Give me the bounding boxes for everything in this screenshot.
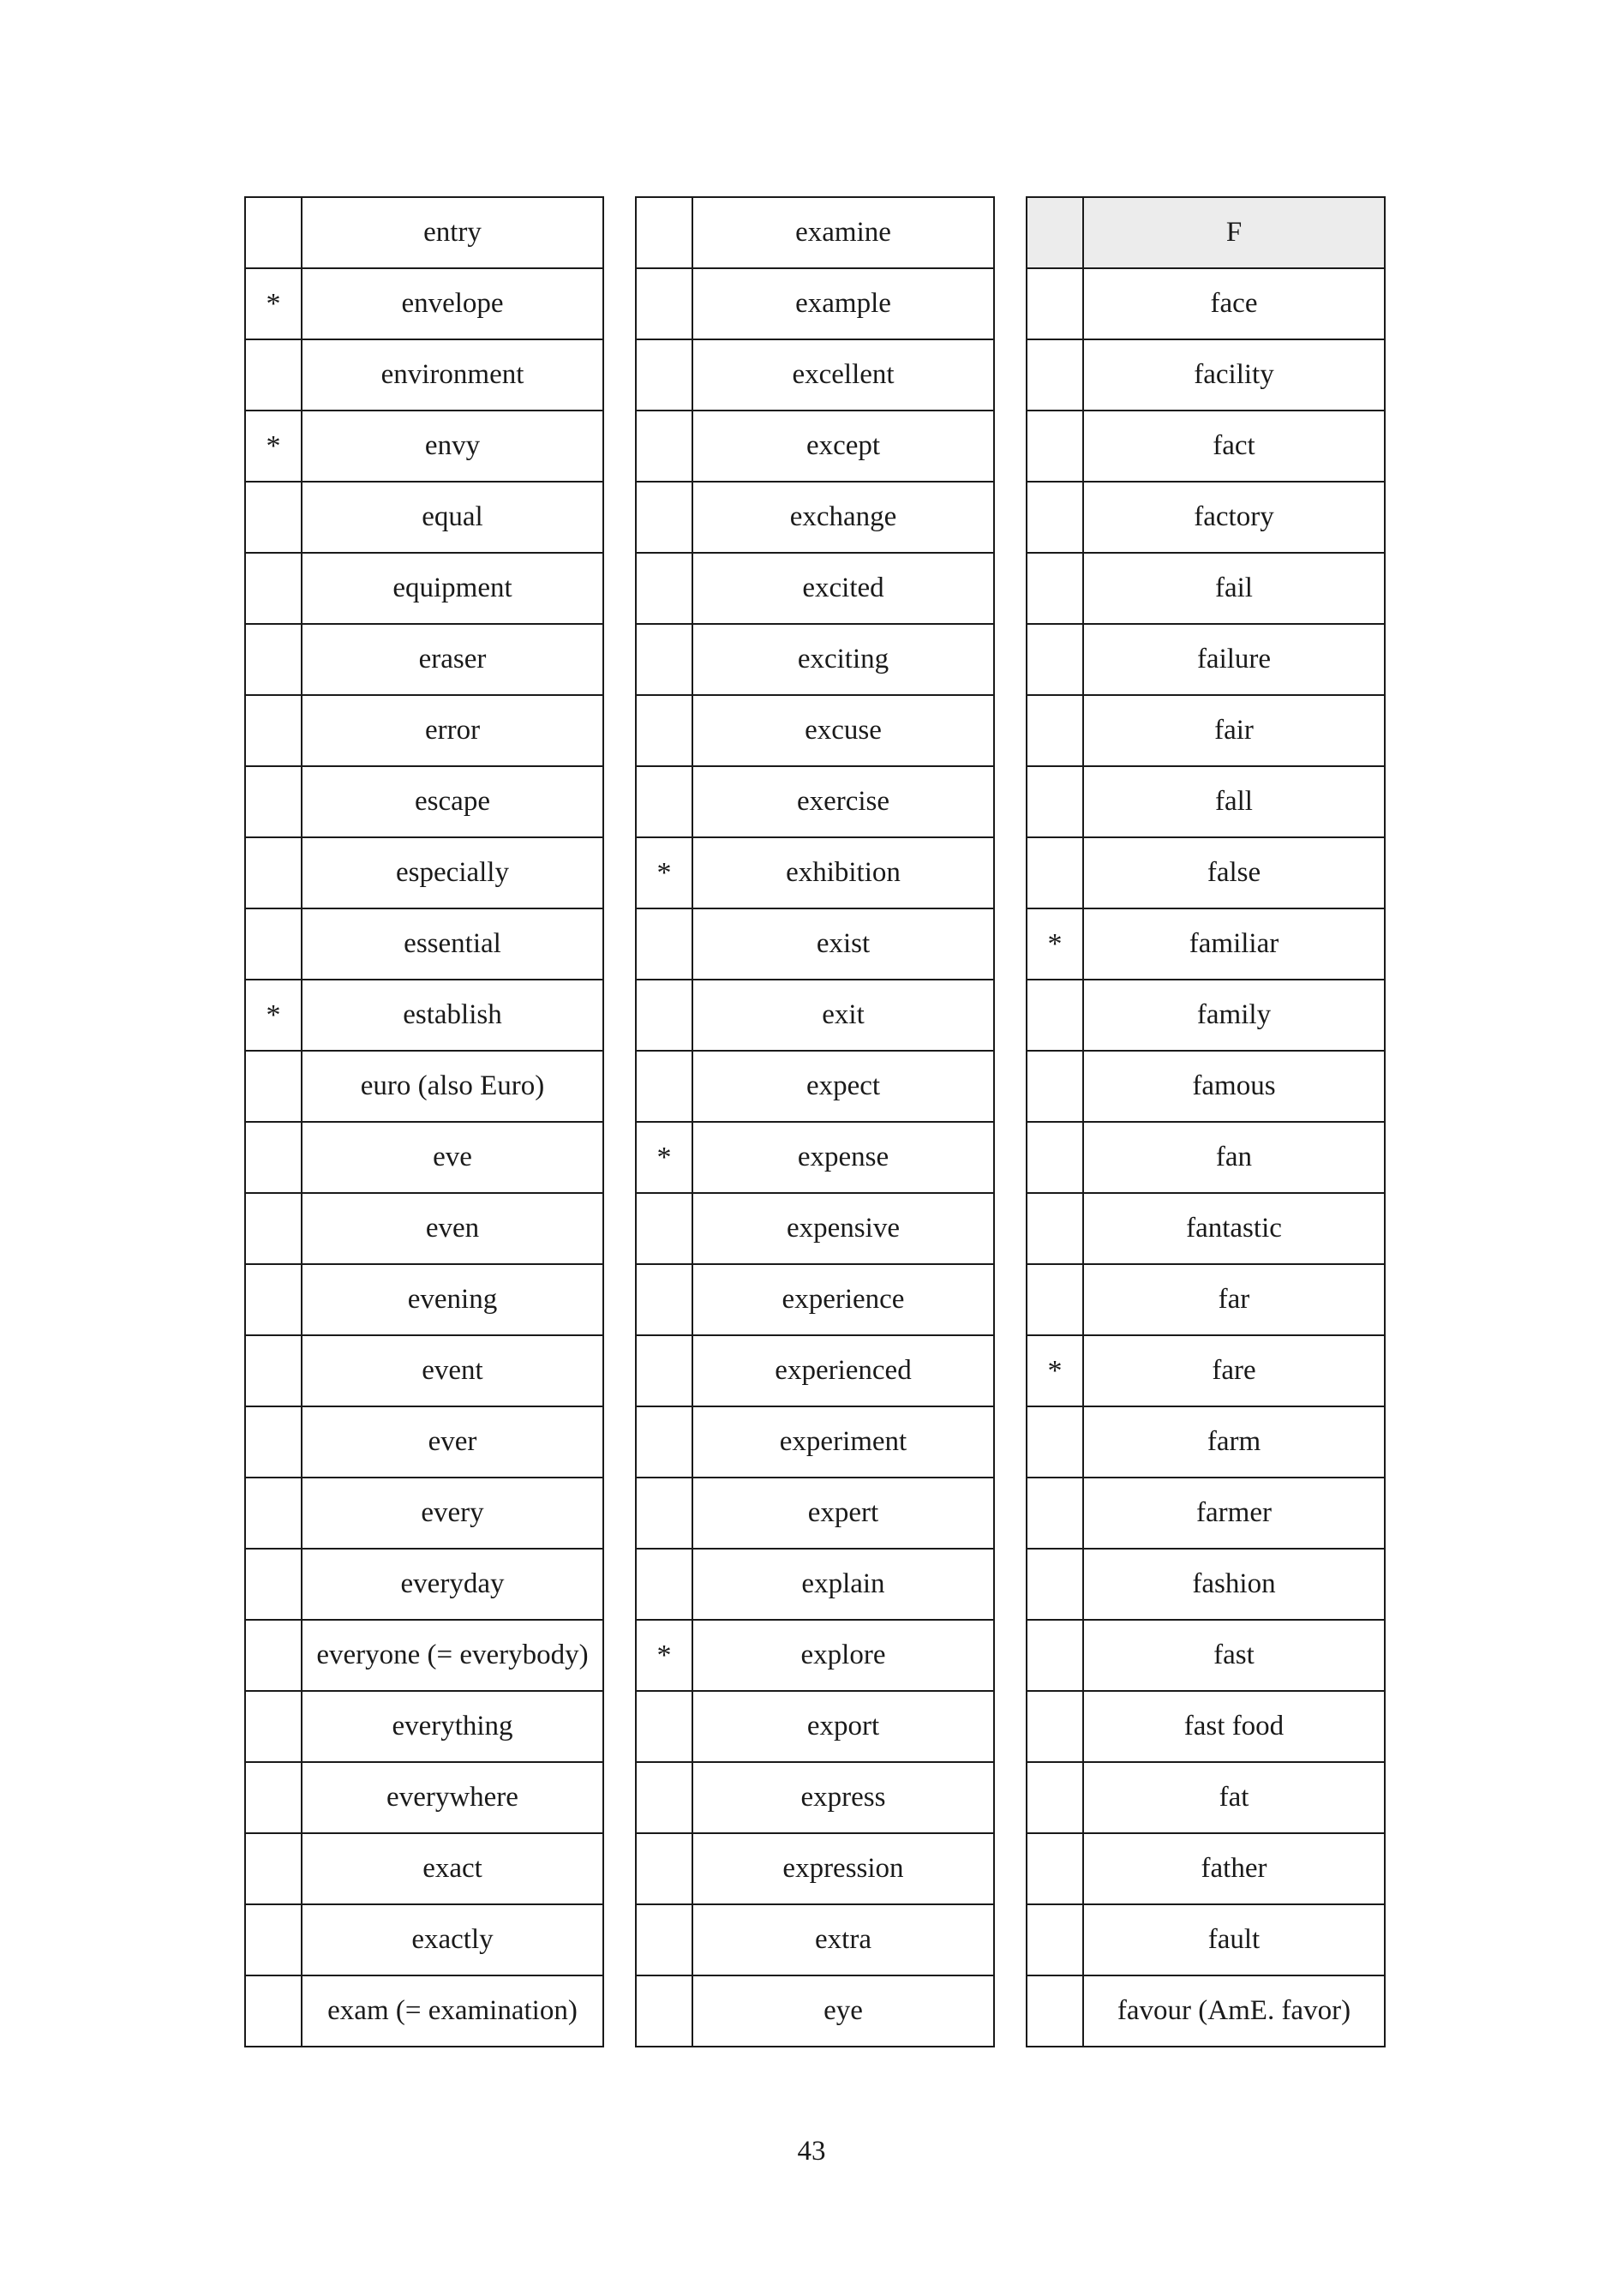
- vocab-word: experience: [692, 1264, 994, 1335]
- word-row: [1027, 482, 1385, 553]
- word-row: [1027, 980, 1385, 1051]
- vocab-word: failure: [1083, 624, 1385, 695]
- word-row: [636, 411, 994, 482]
- section-letter-row: [1027, 197, 1385, 268]
- vocab-word: everywhere: [302, 1762, 603, 1833]
- asterisk-mark-cell: [636, 1406, 692, 1478]
- asterisk-mark-cell: [1027, 1762, 1083, 1833]
- vocab-word: face: [1083, 268, 1385, 339]
- asterisk-mark-cell: [1027, 268, 1083, 339]
- vocab-word: everything: [302, 1691, 603, 1762]
- vocab-word: environment: [302, 339, 603, 411]
- vocab-word: envelope: [302, 268, 603, 339]
- vocab-word: entry: [302, 197, 603, 268]
- word-row: [245, 197, 603, 268]
- vocab-word: fact: [1083, 411, 1385, 482]
- vocab-word: express: [692, 1762, 994, 1833]
- vocab-word: expression: [692, 1833, 994, 1904]
- vocab-word: export: [692, 1691, 994, 1762]
- vocab-table: [635, 196, 995, 2047]
- vocab-word: far: [1083, 1264, 1385, 1335]
- page-number: 43: [797, 2136, 826, 2167]
- vocab-word: fan: [1083, 1122, 1385, 1193]
- asterisk-mark-cell: [1027, 553, 1083, 624]
- vocab-word: factory: [1083, 482, 1385, 553]
- asterisk-mark-cell: [245, 553, 302, 624]
- vocab-word: exciting: [692, 624, 994, 695]
- asterisk-mark-cell: [636, 339, 692, 411]
- asterisk-mark-cell: [1027, 1264, 1083, 1335]
- asterisk-mark-cell: [1027, 482, 1083, 553]
- asterisk-mark-cell: [636, 1833, 692, 1904]
- asterisk-mark-cell: [636, 980, 692, 1051]
- word-row: [245, 766, 603, 837]
- vocab-word: farmer: [1083, 1478, 1385, 1549]
- word-row: [245, 1478, 603, 1549]
- asterisk-mark-cell: [1027, 1904, 1083, 1975]
- asterisk-mark-cell: [245, 197, 302, 268]
- asterisk-mark-cell: [636, 766, 692, 837]
- asterisk-mark-cell: [636, 411, 692, 482]
- asterisk-mark-cell: [636, 482, 692, 553]
- word-row: [1027, 1478, 1385, 1549]
- asterisk-mark-cell: [636, 1762, 692, 1833]
- word-row: [636, 1122, 994, 1193]
- asterisk-mark-cell: [636, 1975, 692, 2047]
- vocab-word: equal: [302, 482, 603, 553]
- asterisk-mark-cell: [245, 1406, 302, 1478]
- asterisk-mark-cell: *: [636, 1122, 692, 1193]
- vocab-word: explain: [692, 1549, 994, 1620]
- section-letter: F: [1083, 197, 1385, 268]
- word-row: [1027, 837, 1385, 908]
- asterisk-mark-cell: [636, 1335, 692, 1406]
- word-row: [245, 1549, 603, 1620]
- word-row: [1027, 1620, 1385, 1691]
- asterisk-mark-cell: [245, 1264, 302, 1335]
- word-row: [636, 695, 994, 766]
- asterisk-mark-cell: [636, 1691, 692, 1762]
- word-row: [245, 624, 603, 695]
- asterisk-mark-cell: [245, 1051, 302, 1122]
- vocab-word: false: [1083, 837, 1385, 908]
- asterisk-mark-cell: *: [245, 268, 302, 339]
- word-row: [1027, 1833, 1385, 1904]
- vocab-word: even: [302, 1193, 603, 1264]
- word-row: [636, 553, 994, 624]
- word-row: [245, 908, 603, 980]
- vocab-word: exit: [692, 980, 994, 1051]
- word-row: [245, 268, 603, 339]
- vocab-column-3: [1026, 196, 1386, 2047]
- asterisk-mark-cell: [1027, 1620, 1083, 1691]
- asterisk-mark-cell: [245, 1335, 302, 1406]
- word-row: [636, 1335, 994, 1406]
- vocab-word: excuse: [692, 695, 994, 766]
- vocab-word: everyday: [302, 1549, 603, 1620]
- word-row: [245, 1264, 603, 1335]
- vocab-word: extra: [692, 1904, 994, 1975]
- asterisk-mark-cell: [245, 482, 302, 553]
- asterisk-mark-cell: *: [636, 837, 692, 908]
- word-row: [1027, 411, 1385, 482]
- word-row: [1027, 1051, 1385, 1122]
- asterisk-mark-cell: [245, 1478, 302, 1549]
- asterisk-mark-cell: [636, 1904, 692, 1975]
- word-row: [1027, 1975, 1385, 2047]
- vocab-word: evening: [302, 1264, 603, 1335]
- word-row: [1027, 1691, 1385, 1762]
- vocab-word: excited: [692, 553, 994, 624]
- asterisk-mark-cell: [1027, 1051, 1083, 1122]
- vocab-word: exactly: [302, 1904, 603, 1975]
- vocab-word: fair: [1083, 695, 1385, 766]
- asterisk-mark-cell: [245, 1620, 302, 1691]
- vocab-word: father: [1083, 1833, 1385, 1904]
- word-row: [1027, 1193, 1385, 1264]
- vocab-word: facility: [1083, 339, 1385, 411]
- word-row: [1027, 624, 1385, 695]
- asterisk-mark-cell: *: [245, 411, 302, 482]
- word-row: [1027, 1406, 1385, 1478]
- asterisk-mark-cell: [1027, 837, 1083, 908]
- asterisk-mark-cell: *: [245, 980, 302, 1051]
- vocab-word: fast food: [1083, 1691, 1385, 1762]
- vocab-word: envy: [302, 411, 603, 482]
- asterisk-mark-cell: [1027, 1691, 1083, 1762]
- asterisk-mark-cell: *: [1027, 1335, 1083, 1406]
- vocab-word: expect: [692, 1051, 994, 1122]
- word-row: [245, 1193, 603, 1264]
- asterisk-mark-cell: [636, 1193, 692, 1264]
- vocab-word: fast: [1083, 1620, 1385, 1691]
- vocab-word: error: [302, 695, 603, 766]
- word-row: [245, 1975, 603, 2047]
- vocab-word: exhibition: [692, 837, 994, 908]
- word-row: [1027, 695, 1385, 766]
- asterisk-mark-cell: [245, 1193, 302, 1264]
- word-row: [1027, 1762, 1385, 1833]
- asterisk-mark-cell: [636, 695, 692, 766]
- vocab-word: examine: [692, 197, 994, 268]
- word-row: [636, 1691, 994, 1762]
- vocab-word: expert: [692, 1478, 994, 1549]
- vocab-word: every: [302, 1478, 603, 1549]
- word-row: [1027, 1335, 1385, 1406]
- word-row: [636, 1406, 994, 1478]
- word-row: [636, 482, 994, 553]
- word-row: [245, 411, 603, 482]
- asterisk-mark-cell: [245, 339, 302, 411]
- vocab-word: everyone (= everybody): [302, 1620, 603, 1691]
- vocab-word: escape: [302, 766, 603, 837]
- asterisk-mark-cell: [1027, 1122, 1083, 1193]
- asterisk-mark-cell: [1027, 197, 1083, 268]
- asterisk-mark-cell: [245, 1549, 302, 1620]
- asterisk-mark-cell: [1027, 1833, 1083, 1904]
- asterisk-mark-cell: [636, 553, 692, 624]
- word-row: [636, 1549, 994, 1620]
- vocab-word: exact: [302, 1833, 603, 1904]
- vocab-word: fall: [1083, 766, 1385, 837]
- word-row: [245, 1904, 603, 1975]
- vocab-word: exam (= examination): [302, 1975, 603, 2047]
- asterisk-mark-cell: [1027, 1406, 1083, 1478]
- word-row: [245, 1406, 603, 1478]
- vocab-word: expensive: [692, 1193, 994, 1264]
- word-row: [245, 837, 603, 908]
- vocab-word: famous: [1083, 1051, 1385, 1122]
- vocab-word: experienced: [692, 1335, 994, 1406]
- vocab-word: except: [692, 411, 994, 482]
- word-row: [245, 1762, 603, 1833]
- asterisk-mark-cell: [245, 1691, 302, 1762]
- vocab-word: favour (AmE. favor): [1083, 1975, 1385, 2047]
- asterisk-mark-cell: [245, 1762, 302, 1833]
- word-row: [636, 1620, 994, 1691]
- word-row: [636, 1833, 994, 1904]
- vocab-word: example: [692, 268, 994, 339]
- vocab-word: ever: [302, 1406, 603, 1478]
- word-row: [245, 1691, 603, 1762]
- vocab-word: family: [1083, 980, 1385, 1051]
- asterisk-mark-cell: [636, 268, 692, 339]
- word-row: [1027, 1904, 1385, 1975]
- vocab-word: essential: [302, 908, 603, 980]
- asterisk-mark-cell: [245, 624, 302, 695]
- vocab-word: event: [302, 1335, 603, 1406]
- vocab-word: exercise: [692, 766, 994, 837]
- vocab-word: fantastic: [1083, 1193, 1385, 1264]
- word-row: [636, 339, 994, 411]
- asterisk-mark-cell: [245, 695, 302, 766]
- asterisk-mark-cell: [636, 1549, 692, 1620]
- asterisk-mark-cell: [1027, 1549, 1083, 1620]
- word-row: [1027, 1264, 1385, 1335]
- vocab-word: excellent: [692, 339, 994, 411]
- vocab-column-1: [244, 196, 604, 2047]
- word-row: [636, 268, 994, 339]
- vocab-word: fare: [1083, 1335, 1385, 1406]
- vocab-word: eye: [692, 1975, 994, 2047]
- asterisk-mark-cell: [1027, 695, 1083, 766]
- asterisk-mark-cell: [245, 1975, 302, 2047]
- vocab-word: fault: [1083, 1904, 1385, 1975]
- asterisk-mark-cell: [245, 1122, 302, 1193]
- vocab-word: explore: [692, 1620, 994, 1691]
- asterisk-mark-cell: [245, 908, 302, 980]
- vocab-word: fashion: [1083, 1549, 1385, 1620]
- vocab-table: [1026, 196, 1386, 2047]
- word-row: [636, 1264, 994, 1335]
- word-row: [636, 197, 994, 268]
- word-row: [245, 553, 603, 624]
- word-row: [245, 980, 603, 1051]
- vocab-word: farm: [1083, 1406, 1385, 1478]
- asterisk-mark-cell: [1027, 411, 1083, 482]
- asterisk-mark-cell: [245, 1833, 302, 1904]
- asterisk-mark-cell: [1027, 1193, 1083, 1264]
- vocab-word: fat: [1083, 1762, 1385, 1833]
- asterisk-mark-cell: [636, 908, 692, 980]
- word-row: [1027, 908, 1385, 980]
- word-row: [245, 1335, 603, 1406]
- vocab-word: expense: [692, 1122, 994, 1193]
- vocab-word: especially: [302, 837, 603, 908]
- asterisk-mark-cell: [636, 1051, 692, 1122]
- word-row: [245, 1833, 603, 1904]
- word-row: [636, 1904, 994, 1975]
- word-row: [636, 1193, 994, 1264]
- asterisk-mark-cell: [1027, 1478, 1083, 1549]
- vocab-word: exchange: [692, 482, 994, 553]
- vocab-word: eve: [302, 1122, 603, 1193]
- vocab-word: exist: [692, 908, 994, 980]
- word-row: [1027, 766, 1385, 837]
- asterisk-mark-cell: [245, 766, 302, 837]
- asterisk-mark-cell: [1027, 980, 1083, 1051]
- asterisk-mark-cell: [245, 1904, 302, 1975]
- asterisk-mark-cell: [636, 624, 692, 695]
- asterisk-mark-cell: *: [636, 1620, 692, 1691]
- word-row: [636, 766, 994, 837]
- asterisk-mark-cell: [1027, 624, 1083, 695]
- word-row: [636, 980, 994, 1051]
- word-row: [245, 482, 603, 553]
- word-row: [636, 1975, 994, 2047]
- word-row: [1027, 268, 1385, 339]
- vocab-table: [244, 196, 604, 2047]
- word-row: [636, 908, 994, 980]
- vocab-word: euro (also Euro): [302, 1051, 603, 1122]
- word-row: [636, 1478, 994, 1549]
- word-row: [245, 1051, 603, 1122]
- word-row: [636, 1051, 994, 1122]
- vocab-word: fail: [1083, 553, 1385, 624]
- vocab-word: experiment: [692, 1406, 994, 1478]
- word-row: [1027, 339, 1385, 411]
- vocab-word: familiar: [1083, 908, 1385, 980]
- vocab-word: equipment: [302, 553, 603, 624]
- word-row: [1027, 1122, 1385, 1193]
- word-row: [636, 837, 994, 908]
- word-row: [245, 339, 603, 411]
- word-row: [245, 1122, 603, 1193]
- asterisk-mark-cell: [1027, 339, 1083, 411]
- word-row: [1027, 553, 1385, 624]
- asterisk-mark-cell: [636, 1478, 692, 1549]
- word-row: [636, 624, 994, 695]
- word-row: [636, 1762, 994, 1833]
- asterisk-mark-cell: [1027, 766, 1083, 837]
- asterisk-mark-cell: [636, 1264, 692, 1335]
- vocab-word: establish: [302, 980, 603, 1051]
- asterisk-mark-cell: [245, 837, 302, 908]
- asterisk-mark-cell: [636, 197, 692, 268]
- word-row: [245, 1620, 603, 1691]
- word-row: [245, 695, 603, 766]
- asterisk-mark-cell: [1027, 1975, 1083, 2047]
- vocab-word: eraser: [302, 624, 603, 695]
- asterisk-mark-cell: *: [1027, 908, 1083, 980]
- vocab-column-2: [635, 196, 995, 2047]
- word-row: [1027, 1549, 1385, 1620]
